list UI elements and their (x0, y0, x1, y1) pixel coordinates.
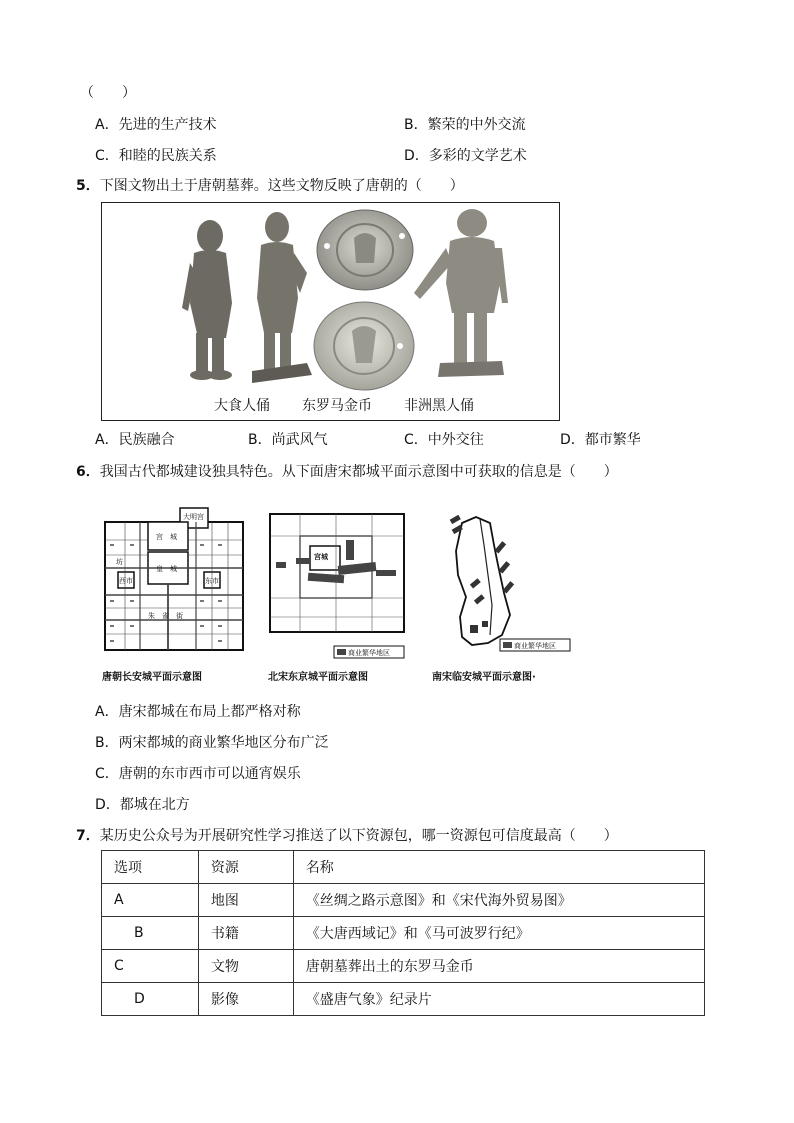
q4-option-a: A．先进的生产技术 (95, 117, 217, 133)
q5-artifact-figure (101, 202, 560, 421)
q6-option-a: A．唐宋都城在布局上都严格对称 (95, 704, 301, 720)
table-row (102, 983, 705, 1016)
q5-stem (76, 175, 464, 195)
table-cell-resource: 影像 (198, 983, 293, 1016)
byzantine-coin-2 (314, 302, 414, 390)
kaifeng-label-gongcheng: 宫城 (314, 553, 328, 561)
changan-caption: 唐朝长安城平面示意图 (102, 672, 202, 683)
q4-option-c: C．和睦的民族关系 (95, 148, 217, 164)
arab-figurine-1 (182, 220, 232, 380)
kaifeng-caption: 北宋东京城平面示意图 (268, 672, 368, 683)
kaifeng-map (268, 512, 408, 683)
table-cell-option: C (102, 950, 199, 983)
changan-label-gong: 宫 城 (156, 533, 177, 541)
african-figurine (414, 209, 508, 377)
table-header-cell: 选项 (102, 851, 199, 884)
q4-paren: （ ） (80, 85, 136, 101)
linan-map-drawing (432, 505, 572, 662)
q5-stem-text: 下图文物出土于唐朝墓葬。这些文物反映了唐朝的（ ） (99, 178, 464, 194)
q6-stem (76, 461, 618, 481)
changan-label-dongshi: 东市 (205, 577, 219, 585)
q6-option-b: B．两宋都城的商业繁华地区分布广泛 (95, 735, 329, 751)
q7-stem (76, 825, 618, 845)
linan-caption: 南宋临安城平面示意图· (432, 672, 536, 683)
q5-option-d: D．都市繁华 (560, 432, 641, 448)
table-cell-option: B (102, 917, 199, 950)
q5-caption-coin: 东罗马金币 (302, 398, 372, 414)
table-cell-resource: 地图 (198, 884, 293, 917)
q6-stem-text: 我国古代都城建设独具特色。从下面唐宋都城平面示意图中可获取的信息是（ ） (99, 464, 618, 480)
changan-label-fang: 坊 (116, 558, 123, 566)
table-cell-option: A (102, 884, 199, 917)
table-cell-title: 《丝绸之路示意图》和《宋代海外贸易图》 (293, 884, 704, 917)
table-cell-resource: 书籍 (198, 917, 293, 950)
table-cell-title: 唐朝墓葬出土的东罗马金币 (293, 950, 704, 983)
q5-number: 5． (76, 178, 100, 194)
table-cell-option: D (102, 983, 199, 1016)
byzantine-coin-1 (317, 210, 413, 290)
q5-caption-arab: 大食人俑 (214, 398, 270, 414)
kaifeng-map-drawing (268, 512, 408, 662)
table-row (102, 917, 705, 950)
changan-label-daminggong: 大明宫 (183, 513, 204, 521)
changan-label-xishi: 西市 (119, 577, 133, 585)
q4-option-d: D．多彩的文学艺术 (404, 148, 527, 164)
table-header-row (102, 851, 705, 884)
table-header-cell: 名称 (293, 851, 704, 884)
q7-resource-table (101, 850, 705, 1016)
table-cell-title: 《大唐西域记》和《马可波罗行纪》 (293, 917, 704, 950)
table-cell-resource: 文物 (198, 950, 293, 983)
q6-option-d: D．都城在北方 (95, 797, 190, 813)
q7-stem-text: 某历史公众号为开展研究性学习推送了以下资源包，哪一资源包可信度最高（ ） (99, 828, 618, 844)
q6-number: 6． (76, 464, 100, 480)
changan-label-zhuque: 朱 雀 街 (148, 612, 183, 620)
kaifeng-legend: 商业繁华地区 (348, 649, 390, 657)
q5-option-c: C．中外交往 (404, 432, 484, 448)
changan-map (100, 500, 248, 683)
q4-option-b: B．繁荣的中外交流 (404, 117, 526, 133)
table-row (102, 884, 705, 917)
linan-map (432, 505, 572, 683)
changan-label-huang: 皇 城 (156, 565, 177, 573)
q7-number: 7． (76, 828, 100, 844)
q5-caption-african: 非洲黑人俑 (404, 398, 474, 414)
q5-option-b: B．尚武风气 (248, 432, 328, 448)
q5-artifact-illustration (102, 203, 559, 420)
arab-figurine-2 (252, 212, 312, 383)
table-cell-title: 《盛唐气象》纪录片 (293, 983, 704, 1016)
table-header-cell: 资源 (198, 851, 293, 884)
table-row (102, 950, 705, 983)
q6-option-c: C．唐朝的东市西市可以通宵娱乐 (95, 766, 301, 782)
q5-option-a: A．民族融合 (95, 432, 175, 448)
linan-legend: 商业繁华地区 (514, 642, 556, 650)
